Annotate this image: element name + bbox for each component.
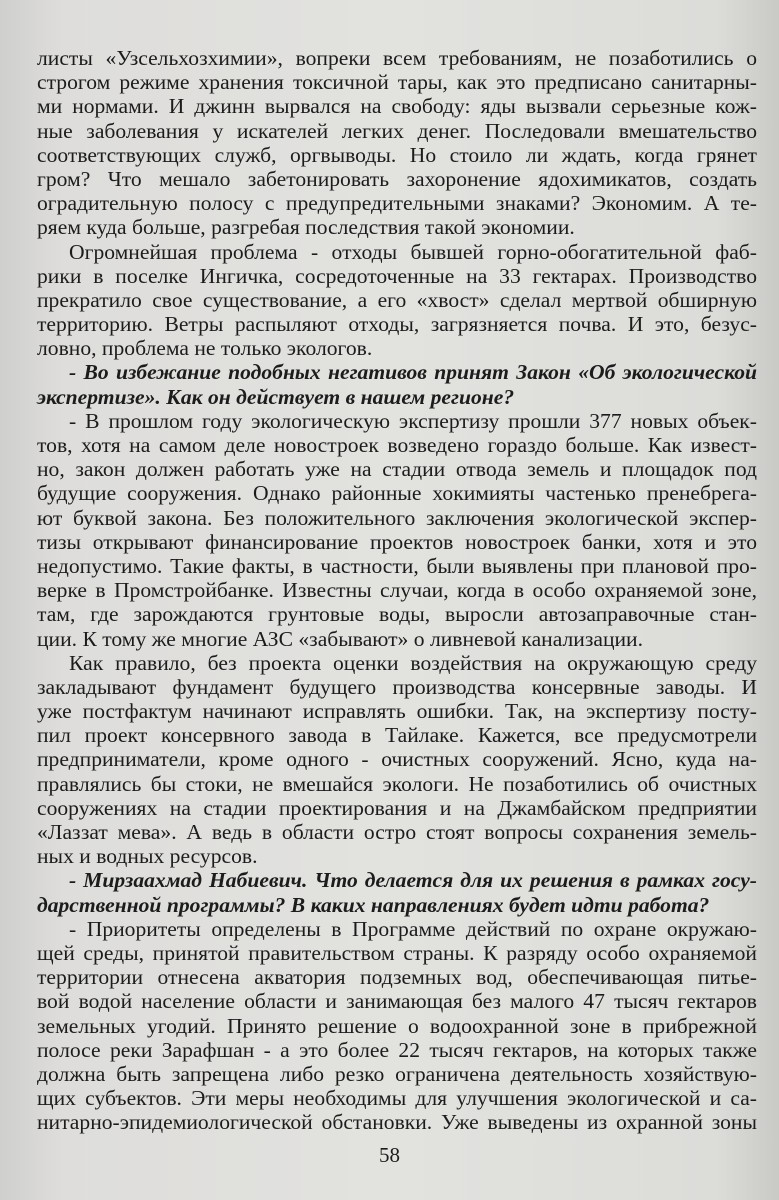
text-line: ных и водных ресурсов. bbox=[37, 844, 258, 869]
interview-question: - Мирзаахмад Набиевич. Что делается для их решения в рамках госу- bbox=[69, 868, 757, 893]
text-line: недопустимо. Такие факты, в частности, были выявлены при плановой про- bbox=[37, 553, 757, 578]
text-line: там, где зарождаются грунтовые воды, выросли автозаправочные стан- bbox=[37, 602, 757, 627]
text-line: будущие сооружения. Однако районные хокимияты частенько пренебрега- bbox=[37, 481, 757, 506]
text-line: Как правило, без проекта оценки воздействия на окружающую среду bbox=[69, 650, 757, 675]
text-line: вой водой население области и занимающая без малого 47 тысяч гектаров bbox=[37, 989, 757, 1014]
text-line: листы «Узсельхозхимии», вопреки всем требованиям, не позаботились о bbox=[37, 46, 757, 70]
text-line: прекратило свое существование, а его «хвост» сделал мертвой обширную bbox=[37, 287, 757, 312]
page-text bbox=[37, 46, 757, 1134]
interview-question: - Во избежание подобных негативов принят Закон «Об экологической bbox=[69, 360, 757, 385]
page-number: 58 bbox=[379, 1143, 400, 1167]
text-line: должна быть запрещена либо резко ограничена деятельность хозяйствую- bbox=[37, 1061, 757, 1086]
interview-question: дарственной программы? В каких направлениях будет идти работа? bbox=[37, 892, 710, 917]
text-line: пил проект консервного завода в Тайлаке. Кажется, все предусмотрели bbox=[37, 723, 757, 748]
text-line: уже постфактум начинают исправлять ошибки. Так, на экспертизу посту- bbox=[37, 699, 757, 724]
text-line: щих субъектов. Эти меры необходимы для улучшения экологической и са- bbox=[37, 1086, 757, 1111]
text-line: - Приоритеты определены в Программе действий по охране окружаю- bbox=[69, 916, 757, 941]
text-line: оградительную полосу с предупредительными знаками? Экономим. А те- bbox=[37, 191, 757, 216]
text-line: закладывают фундамент будущего производства консервные заводы. И bbox=[37, 674, 757, 699]
text-line: рики в поселке Ингичка, сосредоточенные на 33 гектарах. Производство bbox=[37, 263, 757, 288]
text-line: ловно, проблема не только экологов. bbox=[37, 336, 373, 361]
text-line: правлялись бы стоки, не вмешайся экологи. Не позаботились об очистных bbox=[37, 771, 757, 796]
text-line: территорию. Ветры распыляют отходы, загрязняется почва. И это, безус- bbox=[37, 312, 757, 337]
text-line: - В прошлом году экологическую экспертизу прошли 377 новых объек- bbox=[69, 408, 757, 433]
text-line: Огромнейшая проблема - отходы бывшей горно-обогатительной фаб- bbox=[69, 239, 757, 264]
text-line: щей среды, принятой правительством страны. К разряду особо охраняемой bbox=[37, 940, 757, 965]
text-line: ют буквой закона. Без положительного заключения экологической экспер- bbox=[37, 505, 757, 530]
text-line: предприниматели, кроме одного - очистных сооружений. Ясно, куда на- bbox=[37, 747, 757, 772]
text-line: полосе реки Зарафшан - а это более 22 тысяч гектаров, на которых также bbox=[37, 1037, 757, 1062]
text-line: сооружениях на стадии проектирования и на Джамбайском предприятии bbox=[37, 795, 757, 820]
text-line: ряем куда больше, разгребая последствия такой экономии. bbox=[37, 215, 575, 240]
text-line: строгом режиме хранения токсичной тары, как это предписано санитарны- bbox=[37, 70, 757, 95]
interview-question: экспертизе». Как он действует в нашем регионе? bbox=[37, 384, 515, 409]
text-line: тов, хотя на самом деле новостроек возведено гораздо больше. Как извест- bbox=[37, 433, 757, 457]
text-line: ции. К тому же многие АЗС «забывают» о ливневой канализации. bbox=[37, 626, 644, 651]
text-line: гром? Что мешало забетонировать захоронение ядохимикатов, создать bbox=[37, 166, 757, 191]
text-line: верке в Промстройбанке. Известны случаи, когда в особо охраняемой зоне, bbox=[37, 578, 757, 603]
text-line: территории отнесена акватория подземных вод, обеспечивающая питье- bbox=[37, 965, 757, 990]
text-line: соответствующих служб, оргвыводы. Но стоило ли ждать, когда грянет bbox=[37, 142, 757, 167]
text-line: нитарно-эпидемиологической обстановки. Уже выведены из охранной зоны bbox=[37, 1110, 757, 1135]
text-line: тизы открывают финансирование проектов новостроек банки, хотя и это bbox=[37, 529, 757, 554]
text-line: «Лаззат мева». А ведь в области остро стоят вопросы сохранения земель- bbox=[37, 820, 757, 844]
text-line: ные заболевания у искателей легких денег. Последовали вмешательство bbox=[37, 118, 757, 143]
text-line: но, закон должен работать уже на стадии отвода земель и площадок под bbox=[37, 457, 757, 482]
text-line: ми нормами. И джинн вырвался на свободу: яды вызвали серьезные кож- bbox=[37, 94, 757, 119]
text-line: земельных угодий. Принято решение о водоохранной зоне в прибрежной bbox=[37, 1013, 757, 1038]
